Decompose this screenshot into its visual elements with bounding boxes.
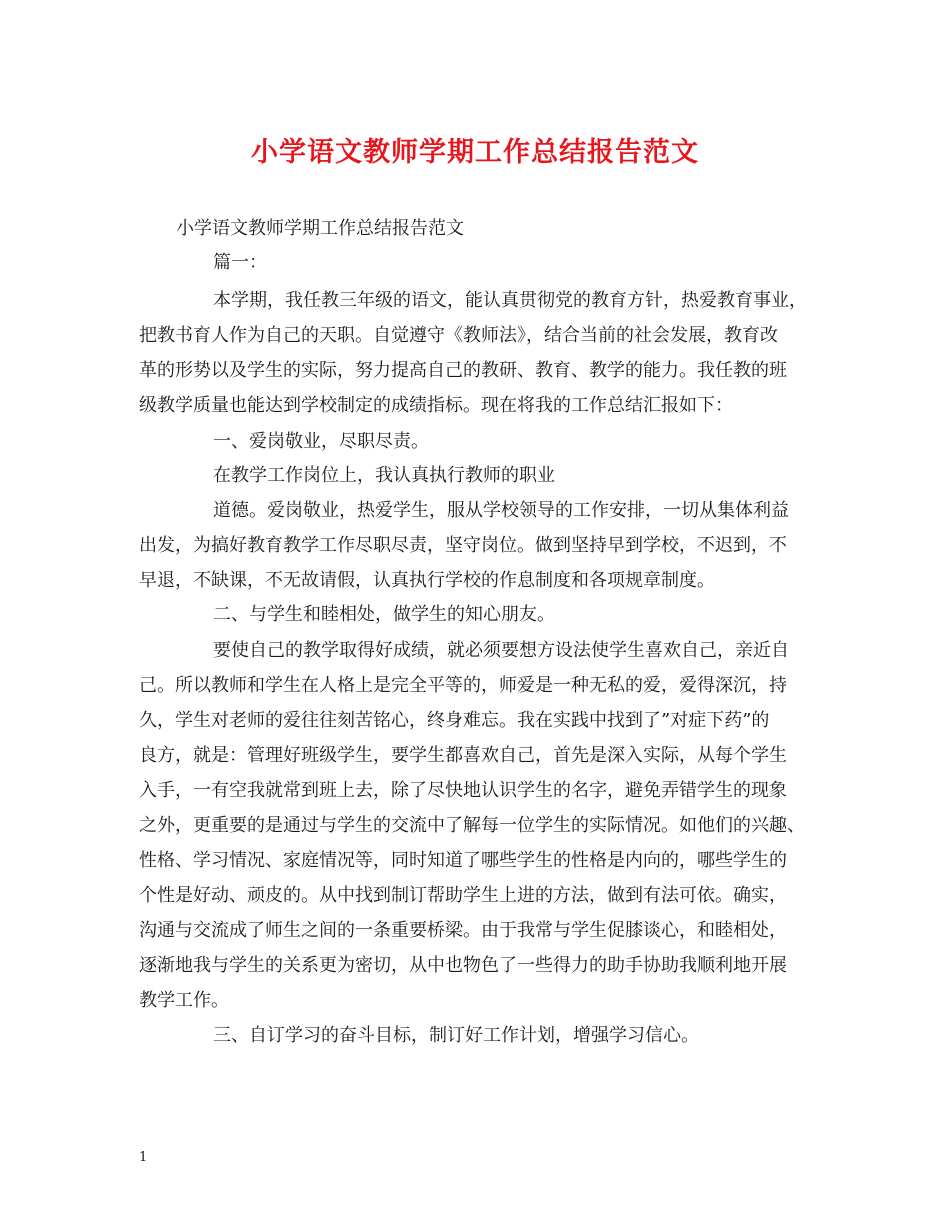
paragraph-line: 在教学工作岗位上，我认真执行教师的职业 xyxy=(213,465,555,486)
paragraph-line: 沟通与交流成了师生之间的一条重要桥梁。由于我常与学生促膝谈心，和睦相处， xyxy=(139,920,787,941)
paragraph-line: 道德。爱岗敬业，热爱学生，服从学校领导的工作安排，一切从集体利益 xyxy=(213,500,789,521)
paragraph-line: 级教学质量也能达到学校制定的成绩指标。现在将我的工作总结汇报如下： xyxy=(139,395,733,416)
paragraph-line: 篇一： xyxy=(213,252,267,273)
paragraph-line: 出发，为搞好教育教学工作尽职尽责，坚守岗位。做到坚持早到学校，不迟到，不 xyxy=(139,535,787,556)
paragraph-line: 入手，一有空我就常到班上去，除了尽快地认识学生的名字，避免弄错学生的现象 xyxy=(139,780,787,801)
section-heading: 二、与学生和睦相处，做学生的知心朋友。 xyxy=(213,604,555,625)
paragraph-line: 久，学生对老师的爱往往刻苦铭心，终身难忘。我在实践中找到了”对症下药”的 xyxy=(139,710,770,731)
paragraph-line: 性格、学习情况、家庭情况等，同时知道了哪些学生的性格是内向的，哪些学生的 xyxy=(139,850,787,871)
section-heading: 三、自订学习的奋斗目标，制订好工作计划，增强学习信心。 xyxy=(213,1025,699,1046)
paragraph-line: 把教书育人作为自己的天职。自觉遵守《教师法》，结合当前的社会发展，教育改 xyxy=(139,325,778,346)
paragraph-line: 本学期，我任教三年级的语文，能认真贯彻党的教育方针，热爱教育事业， xyxy=(213,290,807,311)
paragraph-line: 早退，不缺课，不无故请假，认真执行学校的作息制度和各项规章制度。 xyxy=(139,570,715,591)
paragraph-line: 要使自己的教学取得好成绩，就必须要想方设法使学生喜欢自己，亲近自 xyxy=(213,640,789,661)
paragraph-line: 良方，就是：管理好班级学生，要学生都喜欢自己，首先是深入实际，从每个学生 xyxy=(139,745,787,766)
paragraph-line: 逐渐地我与学生的关系更为密切，从中也物色了一些得力的助手协助我顺利地开展 xyxy=(139,955,787,976)
paragraph-line: 之外，更重要的是通过与学生的交流中了解每一位学生的实际情况。如他们的兴趣、 xyxy=(139,815,805,836)
paragraph-line: 己。所以教师和学生在人格上是完全平等的，师爱是一种无私的爱，爱得深沉，持 xyxy=(139,675,787,696)
page-number: 1 xyxy=(139,1150,148,1165)
section-heading: 一、爱岗敬业，尽职尽责。 xyxy=(213,431,429,452)
paragraph-line: 革的形势以及学生的实际，努力提高自己的教研、教育、教学的能力。我任教的班 xyxy=(139,360,787,381)
subtitle-line: 小学语文教师学期工作总结报告范文 xyxy=(176,218,464,239)
document-title: 小学语文教师学期工作总结报告范文 xyxy=(251,137,699,168)
paragraph-line: 个性是好动、顽皮的。从中找到制订帮助学生上进的方法，做到有法可依。确实， xyxy=(139,885,787,906)
paragraph-line: 教学工作。 xyxy=(139,990,229,1011)
